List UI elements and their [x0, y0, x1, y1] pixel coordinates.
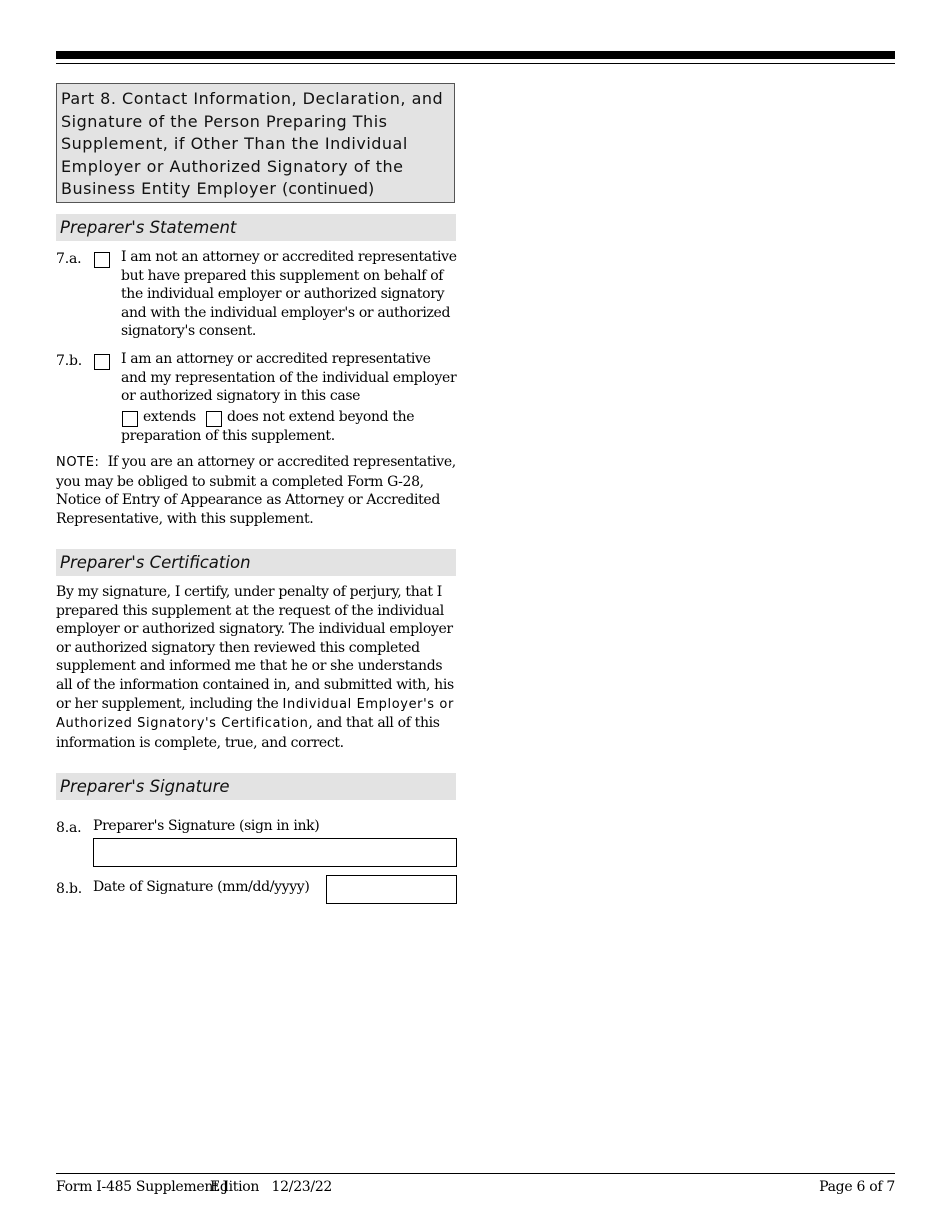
part-8-title: Part 8. Contact Information, Declaration, and Signature of the Person Preparing This Supplement, if Other Than the Individual Employer or Authorized Signatory of the Business Entity Employer [61, 89, 444, 198]
certification-text-last: information is complete, true, and correct. [56, 734, 344, 751]
part-8-heading [56, 83, 455, 203]
item-7a-checkbox[interactable] [94, 252, 110, 268]
item-7b-text: I am an attorney or accredited representative and my representation of the individual employer or authorized signatory in this case [121, 351, 457, 405]
certification-text-after-ref: , and that all of this [308, 715, 440, 732]
footer-rule [56, 1173, 895, 1174]
extends-label: extends [143, 409, 196, 425]
extends-checkbox[interactable] [122, 411, 138, 427]
does-not-extend-label: does not extend beyond the [227, 409, 415, 425]
top-rule-thin [56, 63, 895, 64]
certification-paragraph [56, 583, 458, 752]
date-of-signature-field[interactable] [326, 875, 457, 904]
item-8b-number: 8.b. [56, 881, 82, 897]
section-header-preparers-signature: Preparer's Signature [56, 773, 456, 800]
note-label: NOTE: [56, 455, 100, 470]
section-header-preparers-statement: Preparer's Statement [56, 214, 456, 241]
does-not-extend-checkbox[interactable] [206, 411, 222, 427]
footer-form-name: Form I-485 Supplement J [56, 1179, 228, 1195]
item-7a-text: I am not an attorney or accredited representative but have prepared this supplement on behalf of the individual employer or authorized signatory and with the individual employer's or authorized signatory's consent. [121, 249, 457, 340]
preparer-signature-field[interactable] [93, 838, 457, 867]
footer-edition: Edition 12/23/22 [210, 1179, 333, 1195]
item-8a-label: Preparer's Signature (sign in ink) [93, 818, 320, 834]
certification-ref-line2: Authorized Signatory's Certification [56, 716, 309, 732]
item-7b-text-end: preparation of this supplement. [121, 428, 335, 444]
item-8a-number: 8.a. [56, 820, 82, 836]
item-7b-checkbox[interactable] [94, 354, 110, 370]
item-8b-label: Date of Signature (mm/dd/yyyy) [93, 879, 310, 895]
item-7b-number: 7.b. [56, 353, 82, 369]
part-8-continued: (continued) [282, 179, 375, 198]
certification-ref-line1: Individual Employer's or [282, 696, 454, 712]
footer-page-number: Page 6 of 7 [819, 1179, 895, 1195]
item-7a-number: 7.a. [56, 251, 82, 267]
note-paragraph [56, 453, 458, 528]
top-rule-thick [56, 51, 895, 59]
note-text: If you are an attorney or accredited representative, you may be obliged to submit a completed Form G-28, Notice of Entry of Appearance as Attorney or Accredited Representative, with this supplement. [56, 454, 456, 527]
certification-text: By my signature, I certify, under penalty of perjury, that I prepared this supplement at the request of the individual employer or authorized signatory. The individual employer or authorized signatory then reviewed this completed supplement and informed me that he or she understands all of the information contained in, and submitted with, his or her supplement, including the [56, 584, 454, 712]
section-header-preparers-certification: Preparer's Certification [56, 549, 456, 576]
